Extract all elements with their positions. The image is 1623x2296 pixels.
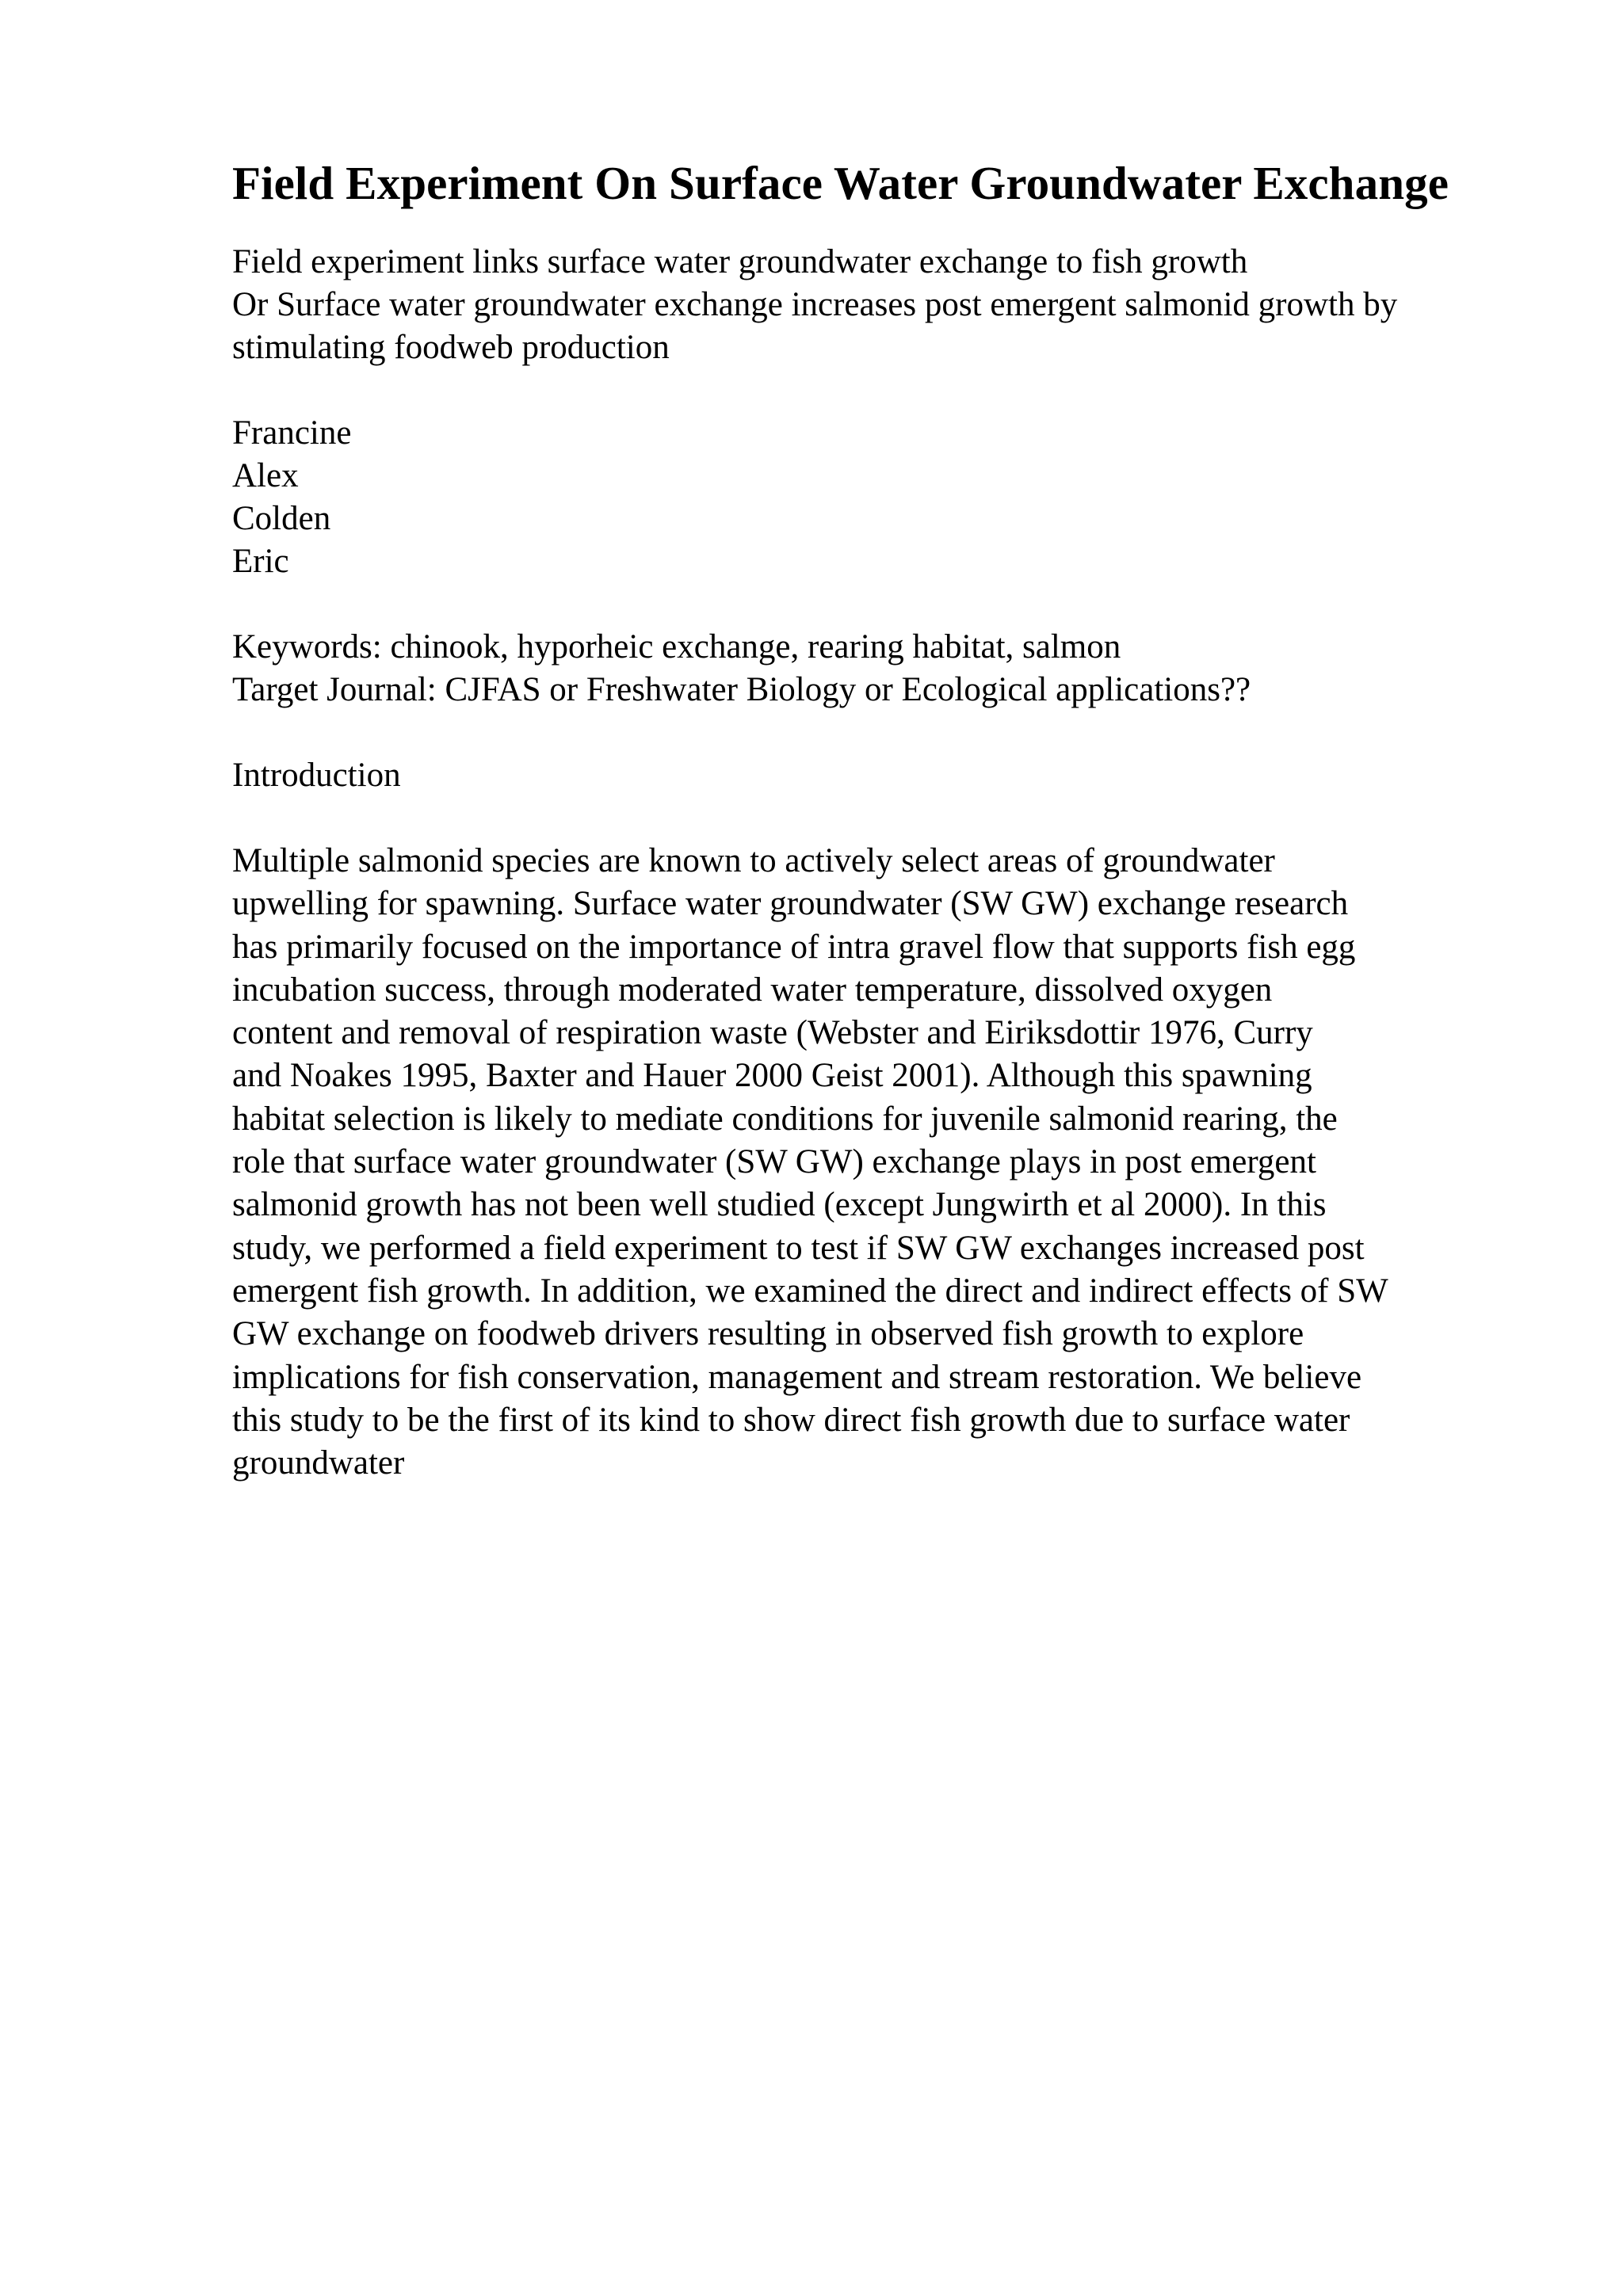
paragraph-line: this study to be the first of its kind to show direct fish growth due to surface water xyxy=(232,1401,1350,1439)
keywords-line: Keywords: chinook, hyporheic exchange, rearing habitat, salmon xyxy=(232,628,1121,666)
paragraph-line: habitat selection is likely to mediate conditions for juvenile salmonid rearing, the xyxy=(232,1100,1338,1138)
paragraph-line: and Noakes 1995, Baxter and Hauer 2000 Geist 2001). Although this spawning xyxy=(232,1057,1312,1095)
subtitle-line: Or Surface water groundwater exchange increases post emergent salmonid growth by xyxy=(232,286,1398,323)
author-name: Alex xyxy=(232,457,299,494)
author-list xyxy=(232,412,1516,583)
subtitle-line: stimulating foodweb production xyxy=(232,329,670,366)
author-name: Eric xyxy=(232,543,289,580)
paragraph-line: has primarily focused on the importance of intra gravel flow that supports fish egg xyxy=(232,928,1356,966)
author-name: Colden xyxy=(232,500,331,537)
paragraph-line: incubation success, through moderated water temperature, dissolved oxygen xyxy=(232,971,1273,1009)
metadata-block xyxy=(232,626,1516,711)
paragraph-line: salmonid growth has not been well studied (except Jungwirth et al 2000). In this xyxy=(232,1186,1327,1224)
paragraph-line: upwelling for spawning. Surface water groundwater (SW GW) exchange research xyxy=(232,885,1349,923)
document-title: Field Experiment On Surface Water Groundwater Exchange xyxy=(232,157,1449,209)
author-name: Francine xyxy=(232,414,352,452)
paragraph-line: implications for fish conservation, management and stream restoration. We believe xyxy=(232,1358,1362,1396)
section-heading-introduction: Introduction xyxy=(232,757,401,794)
paragraph-line: Multiple salmonid species are known to actively select areas of groundwater xyxy=(232,842,1275,879)
subtitle-line: Field experiment links surface water groundwater exchange to fish growth xyxy=(232,243,1248,280)
target-journal-line: Target Journal: CJFAS or Freshwater Biology or Ecological applications?? xyxy=(232,671,1251,708)
document-content xyxy=(232,147,1516,1485)
paragraph-line: content and removal of respiration waste (Webster and Eiriksdottir 1976, Curry xyxy=(232,1014,1313,1052)
subtitle-block xyxy=(232,241,1516,369)
paragraph-line: groundwater xyxy=(232,1444,405,1482)
paragraph-line: GW exchange on foodweb drivers resulting in observed fish growth to explore xyxy=(232,1315,1304,1353)
paragraph-line: study, we performed a field experiment to test if SW GW exchanges increased post xyxy=(232,1229,1365,1267)
paragraph-line: emergent fish growth. In addition, we examined the direct and indirect effects of SW xyxy=(232,1272,1388,1310)
introduction-paragraph xyxy=(232,840,1516,1485)
paragraph-line: role that surface water groundwater (SW GW) exchange plays in post emergent xyxy=(232,1143,1316,1181)
